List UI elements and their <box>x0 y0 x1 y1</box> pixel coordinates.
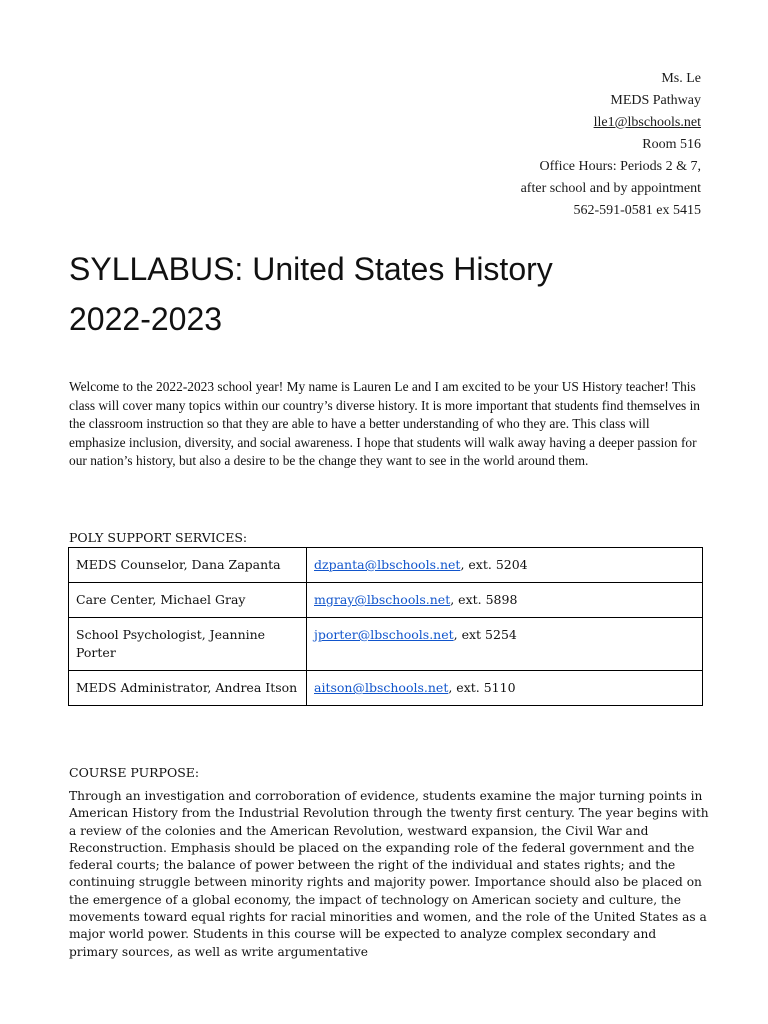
support-contact-name: School Psychologist, Jeannine Porter <box>69 618 307 671</box>
room-number: Room 516 <box>642 137 701 152</box>
support-email-link[interactable]: dzpanta@lbschools.net <box>314 557 461 572</box>
teacher-email-link[interactable]: lle1@lbschools.net <box>593 115 701 130</box>
support-contact-info <box>307 618 703 671</box>
support-services-table <box>68 547 703 706</box>
support-extension: , ext. 5898 <box>450 592 518 607</box>
intro-paragraph: Welcome to the 2022-2023 school year! My name is Lauren Le and I am excited to be your US History teacher! This class will cover many topics within our country’s diverse history. It is more important that students find themselves in the classroom instruction so that they are able to have a better understanding of who they are. This class will emphasize inclusion, diversity, and social awareness. I hope that students will walk away having a deeper passion for our nation’s history, but also a desire to be the change they want to see in the world around them. <box>69 379 700 468</box>
syllabus-title <box>69 244 553 344</box>
support-extension: , ext. 5110 <box>448 680 516 695</box>
support-contact-name: MEDS Administrator, Andrea Itson <box>69 671 307 706</box>
support-extension: , ext. 5204 <box>460 557 528 572</box>
support-extension: , ext 5254 <box>453 627 517 642</box>
support-email-link[interactable]: jporter@lbschools.net <box>314 627 454 642</box>
table-row <box>69 671 703 706</box>
support-contact-name: Care Center, Michael Gray <box>69 583 307 618</box>
support-contact-name: MEDS Counselor, Dana Zapanta <box>69 548 307 583</box>
syllabus-title-line2: 2022-2023 <box>69 301 223 337</box>
support-contact-info <box>307 548 703 583</box>
support-contact-info <box>307 671 703 706</box>
table-row <box>69 618 703 671</box>
office-hours: Office Hours: Periods 2 & 7, <box>539 159 701 174</box>
teacher-phone: 562-591-0581 ex 5415 <box>573 203 701 218</box>
office-hours-continued: after school and by appointment <box>520 181 701 196</box>
support-services-heading: POLY SUPPORT SERVICES: <box>69 530 248 545</box>
support-email-link[interactable]: aitson@lbschools.net <box>314 680 449 695</box>
teacher-email-line <box>521 112 701 134</box>
course-purpose-heading: COURSE PURPOSE: <box>69 765 200 780</box>
support-contact-info <box>307 583 703 618</box>
table-row <box>69 583 703 618</box>
support-email-link[interactable]: mgray@lbschools.net <box>314 592 451 607</box>
teacher-name: Ms. Le <box>661 71 701 86</box>
teacher-contact-block <box>521 68 701 222</box>
table-row <box>69 548 703 583</box>
pathway-label: MEDS Pathway <box>610 93 701 108</box>
syllabus-title-line1: SYLLABUS: United States History <box>69 251 553 287</box>
course-purpose-paragraph: Through an investigation and corroboration of evidence, students examine the major turning points in American History from the Industrial Revolution through the twenty first century. The year begins with a review of the colonies and the American Revolution, westward expansion, the Civil War and Reconstruction. Emphasis should be placed on the expanding role of the federal government and the federal courts; the balance of power between the right of the individual and states rights; and the continuing struggle between minority rights and majority power. Importance should also be placed on the emergence of a global economy, the impact of technology on American society and culture, the movements toward equal rights for racial minorities and women, and the role of the United States as a major world power. Students in this course will be expected to analyze complex secondary and primary sources, as well as write argumentative <box>69 789 709 959</box>
